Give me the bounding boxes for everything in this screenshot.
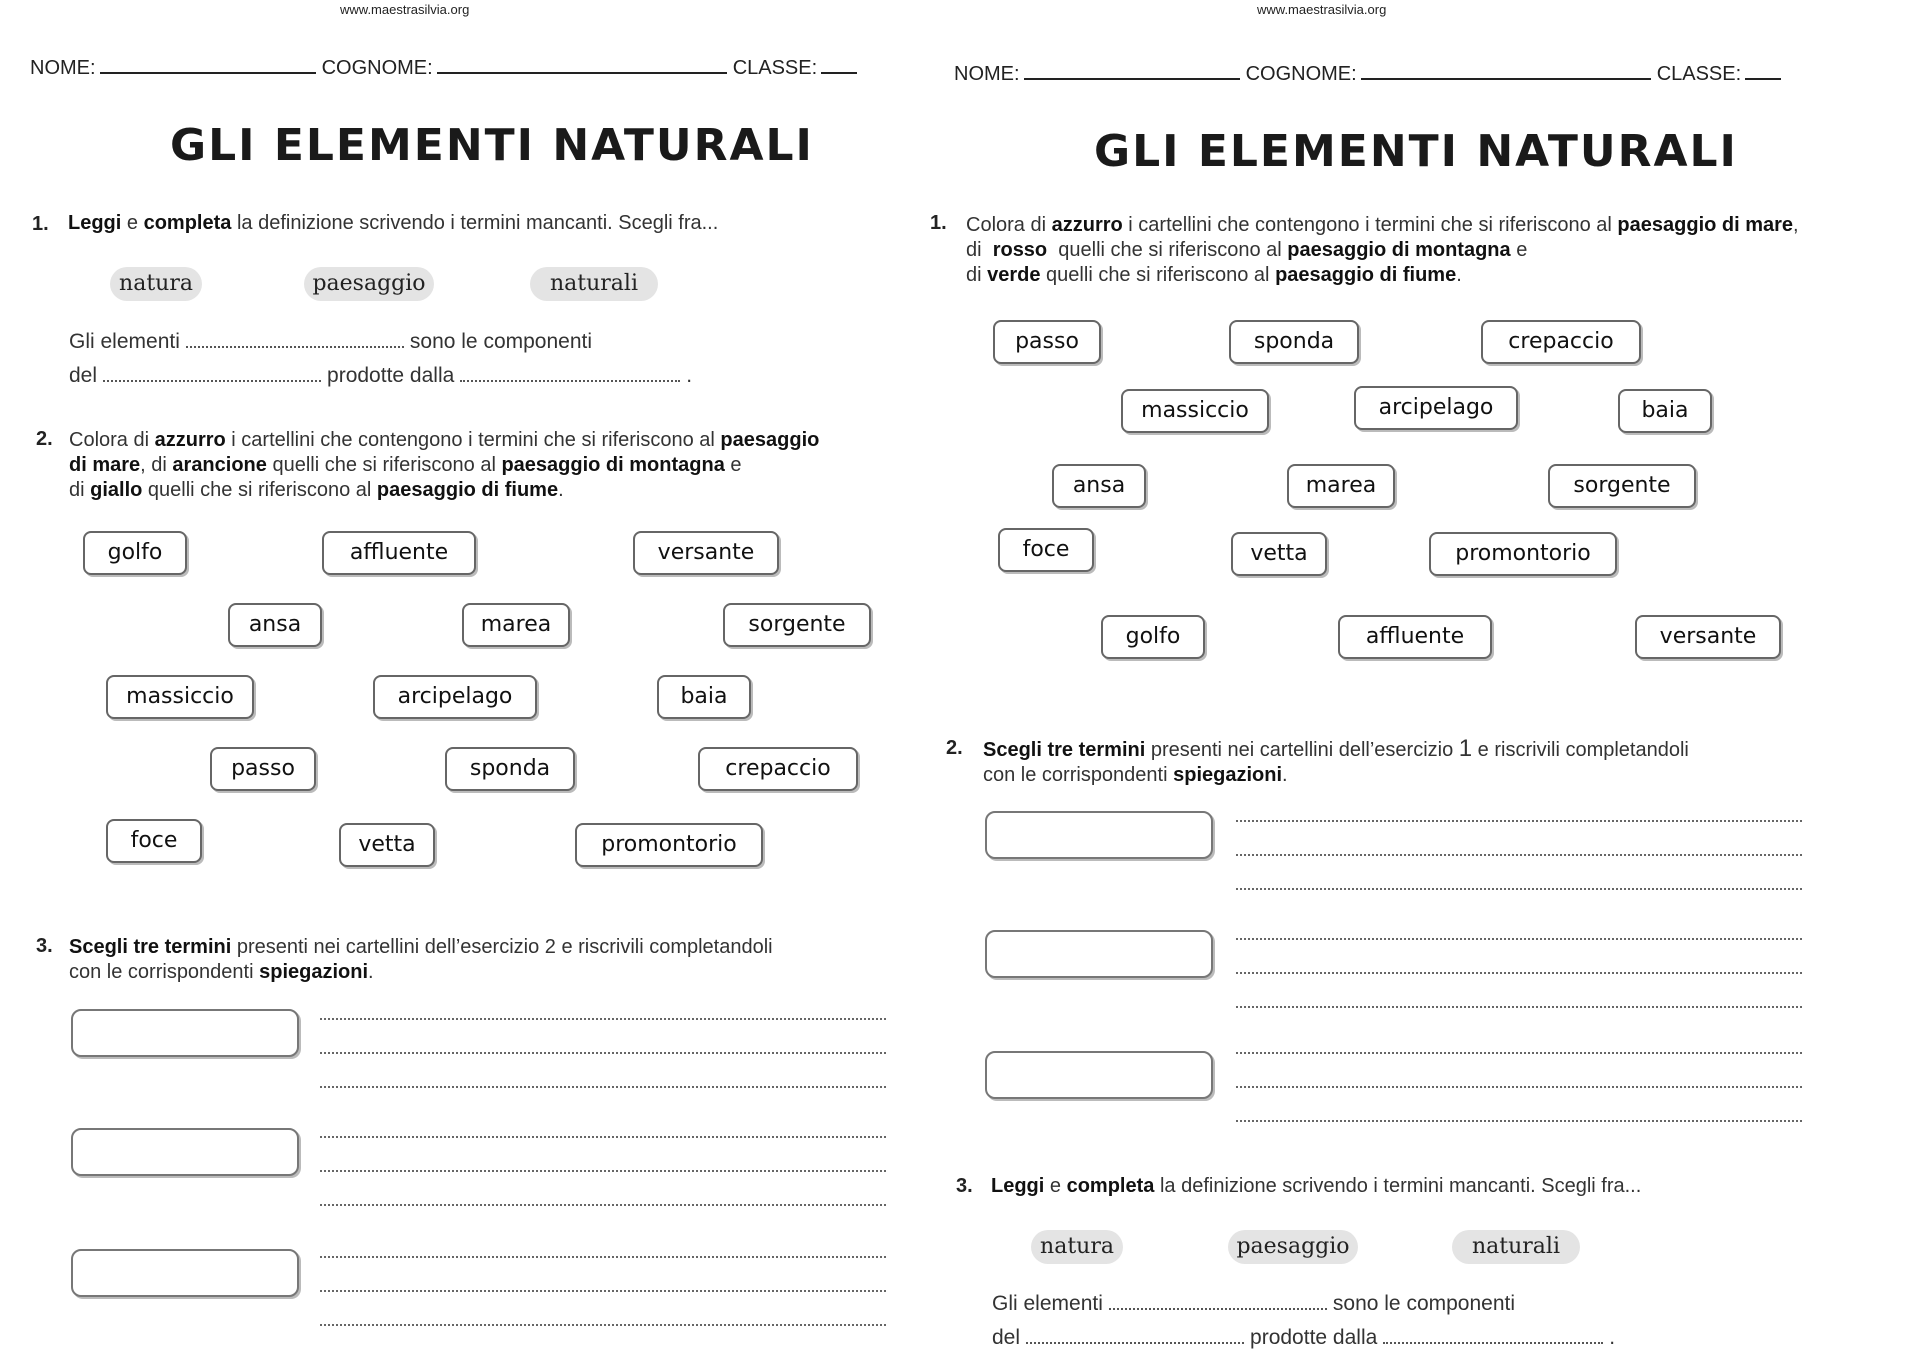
writing-line[interactable]	[320, 1052, 886, 1054]
term-box[interactable]	[71, 1128, 299, 1176]
writing-line[interactable]	[320, 1086, 886, 1088]
nome-blank[interactable]	[100, 52, 316, 74]
word-card[interactable]: sorgente	[723, 603, 871, 647]
fill-blank[interactable]	[1383, 1328, 1603, 1344]
exercise-number: 2.	[36, 428, 53, 450]
word-card[interactable]: crepaccio	[1481, 320, 1641, 364]
word-card[interactable]: golfo	[1101, 615, 1205, 659]
writing-line[interactable]	[1236, 972, 1802, 974]
word-card[interactable]: marea	[462, 603, 570, 647]
exercise-number: 1.	[32, 213, 49, 235]
word-option: paesaggio	[1228, 1230, 1358, 1264]
cognome-label: COGNOME:	[1245, 63, 1357, 85]
word-card[interactable]: versante	[633, 531, 779, 575]
exercise-number: 2.	[946, 737, 963, 759]
exercise-instruction: Scegli tre termini presenti nei cartellini dell’esercizio 2 e riscrivili completandoli con le corrispondenti spiegazioni.	[69, 936, 773, 983]
definition-line: del prodotte dalla .	[69, 364, 693, 387]
word-card[interactable]: arcipelago	[1354, 386, 1518, 430]
nome-blank[interactable]	[1024, 58, 1240, 80]
word-card[interactable]: arcipelago	[373, 675, 537, 719]
word-card[interactable]: passo	[210, 747, 316, 791]
writing-line[interactable]	[1236, 888, 1802, 890]
exercise-instruction: Scegli tre termini presenti nei cartellini dell’esercizio 1 e riscrivili completandoli con le corrispondenti spiegazioni.	[983, 735, 1689, 786]
writing-line[interactable]	[1236, 854, 1802, 856]
fill-blank[interactable]	[460, 366, 680, 382]
writing-line[interactable]	[1236, 1120, 1802, 1122]
exercise-instruction: Leggi e completa la definizione scrivendo i termini mancanti. Scegli fra...	[68, 212, 719, 234]
writing-line[interactable]	[320, 1170, 886, 1172]
word-card[interactable]: foce	[998, 528, 1094, 572]
writing-line[interactable]	[1236, 1086, 1802, 1088]
word-card[interactable]: baia	[657, 675, 751, 719]
writing-line[interactable]	[320, 1256, 886, 1258]
writing-line[interactable]	[1236, 1052, 1802, 1054]
word-card[interactable]: marea	[1287, 464, 1395, 508]
header-fields	[30, 52, 863, 80]
term-box[interactable]	[71, 1249, 299, 1297]
word-card[interactable]: affluente	[322, 531, 476, 575]
word-card[interactable]: promontorio	[1429, 532, 1617, 576]
fill-blank[interactable]	[186, 332, 404, 348]
word-option: natura	[1031, 1230, 1123, 1264]
site-url: www.maestrasilvia.org	[1257, 2, 1387, 17]
term-box[interactable]	[985, 1051, 1213, 1099]
word-card[interactable]: foce	[106, 819, 202, 863]
writing-line[interactable]	[320, 1136, 886, 1138]
word-card[interactable]: promontorio	[575, 823, 763, 867]
word-card[interactable]: vetta	[339, 823, 435, 867]
classe-blank[interactable]	[821, 52, 857, 74]
writing-line[interactable]	[1236, 820, 1802, 822]
word-card[interactable]: baia	[1618, 389, 1712, 433]
exercise-instruction: Leggi e completa la definizione scrivendo i termini mancanti. Scegli fra...	[991, 1175, 1642, 1197]
term-box[interactable]	[985, 811, 1213, 859]
word-card[interactable]: sorgente	[1548, 464, 1696, 508]
word-card[interactable]: ansa	[1052, 464, 1146, 508]
exercise-number: 3.	[36, 935, 53, 957]
definition-line: del prodotte dalla .	[992, 1326, 1616, 1349]
cognome-blank[interactable]	[1361, 58, 1651, 80]
cognome-blank[interactable]	[437, 52, 727, 74]
word-option: natura	[110, 267, 202, 301]
writing-line[interactable]	[1236, 938, 1802, 940]
definition-line: Gli elementi sono le componenti	[69, 330, 593, 353]
classe-label: CLASSE:	[732, 57, 818, 79]
term-box[interactable]	[71, 1009, 299, 1057]
word-card[interactable]: ansa	[228, 603, 322, 647]
page-title: GLI ELEMENTI NATURALI	[1094, 126, 1738, 177]
word-card[interactable]: vetta	[1231, 532, 1327, 576]
word-card[interactable]: sponda	[1229, 320, 1359, 364]
exercise-number: 3.	[956, 1175, 973, 1197]
word-card[interactable]: versante	[1635, 615, 1781, 659]
word-option: naturali	[530, 267, 658, 301]
writing-line[interactable]	[1236, 1006, 1802, 1008]
definition-line: Gli elementi sono le componenti	[992, 1292, 1516, 1315]
fill-blank[interactable]	[1026, 1328, 1244, 1344]
nome-label: NOME:	[30, 57, 96, 79]
word-card[interactable]: massiccio	[1121, 389, 1269, 433]
word-card[interactable]: massiccio	[106, 675, 254, 719]
word-option: paesaggio	[304, 267, 434, 301]
term-box[interactable]	[985, 930, 1213, 978]
writing-line[interactable]	[320, 1018, 886, 1020]
nome-label: NOME:	[954, 63, 1020, 85]
page-title: GLI ELEMENTI NATURALI	[170, 120, 814, 171]
word-card[interactable]: affluente	[1338, 615, 1492, 659]
exercise-number: 1.	[930, 212, 947, 234]
writing-line[interactable]	[320, 1204, 886, 1206]
exercise-instruction: Colora di azzurro i cartellini che contengono i termini che si riferiscono al paesaggio di mare, di rosso quelli che si riferiscono al paesaggio di montagna e di verde quelli che si riferiscono al paesaggio di fiume.	[966, 214, 1799, 286]
cognome-label: COGNOME:	[321, 57, 433, 79]
fill-blank[interactable]	[103, 366, 321, 382]
word-card[interactable]: passo	[993, 320, 1101, 364]
writing-line[interactable]	[320, 1324, 886, 1326]
worksheet-right	[924, 0, 1878, 1356]
word-card[interactable]: crepaccio	[698, 747, 858, 791]
word-card[interactable]: golfo	[83, 531, 187, 575]
word-option: naturali	[1452, 1230, 1580, 1264]
header-fields	[954, 58, 1787, 86]
classe-blank[interactable]	[1745, 58, 1781, 80]
site-url: www.maestrasilvia.org	[340, 2, 470, 17]
writing-line[interactable]	[320, 1290, 886, 1292]
fill-blank[interactable]	[1109, 1294, 1327, 1310]
classe-label: CLASSE:	[1656, 63, 1742, 85]
exercise-instruction: Colora di azzurro i cartellini che contengono i termini che si riferiscono al paesaggio di mare, di arancione quelli che si riferiscono al paesaggio di montagna e di giallo quelli che si riferiscono al paesaggio di fiume.	[69, 429, 820, 501]
word-card[interactable]: sponda	[445, 747, 575, 791]
